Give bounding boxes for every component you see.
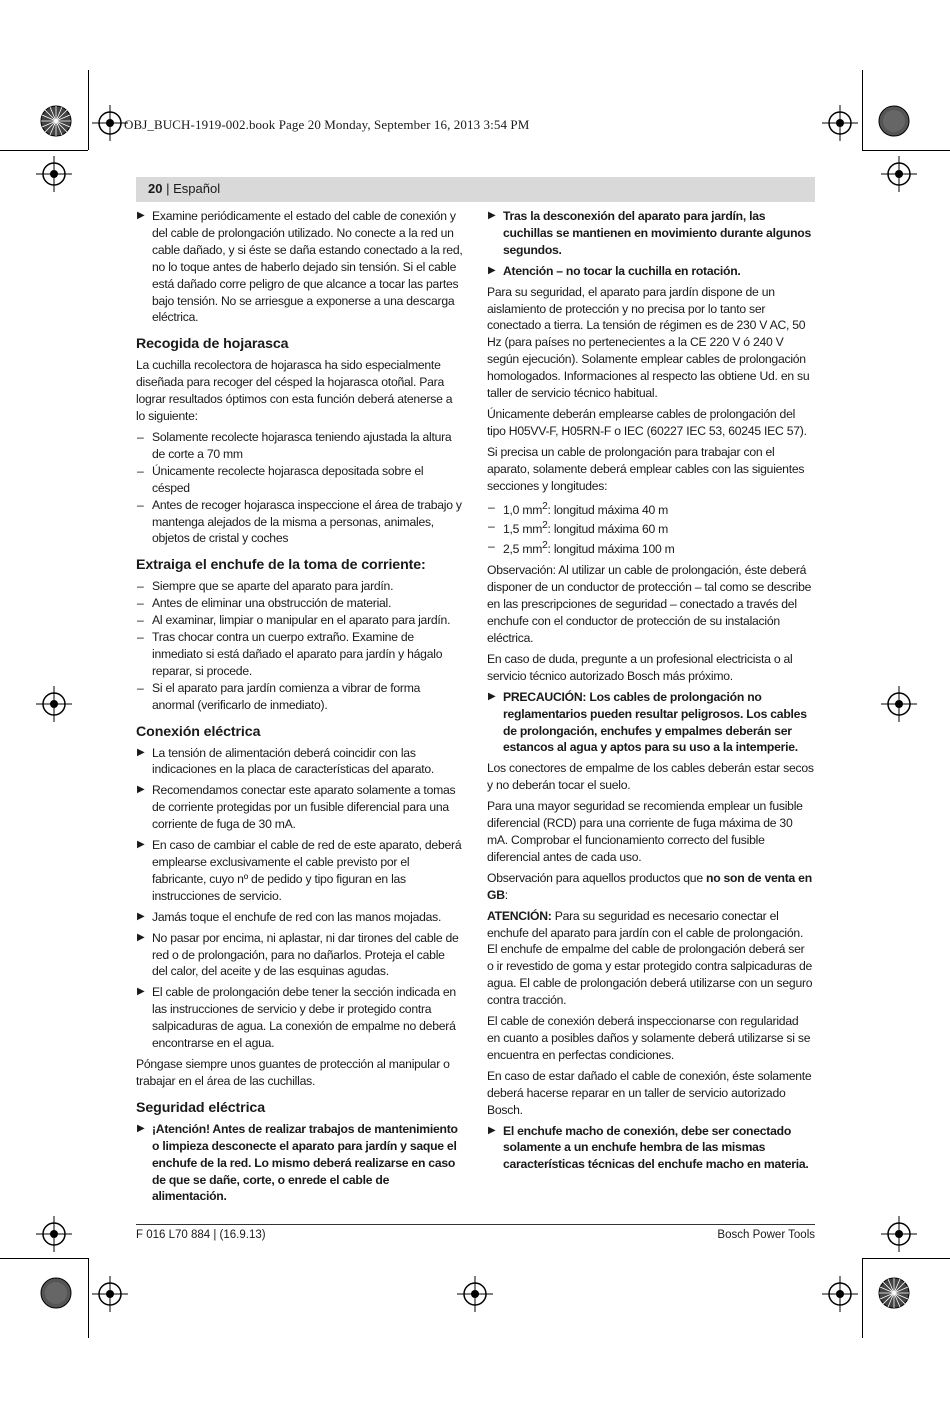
section-title: Español (173, 181, 221, 196)
crosshair-mark-icon (822, 1276, 858, 1312)
dash-glyph: – (137, 463, 144, 478)
bullet-triangle-icon: ▶ (137, 1122, 145, 1134)
section-length: : longitud máxima 60 m (547, 522, 669, 537)
crosshair-mark-icon (92, 105, 128, 141)
crosshair-mark-icon (881, 156, 917, 192)
dash-text: Antes de recoger hojarasca inspeccione el área de trabajo y mantenga alejados de la misma a personas, animales, objetos de cristal y coches (152, 497, 462, 546)
superscript: 2 (542, 540, 548, 552)
page-footer (136, 1224, 815, 1241)
bullet-item (136, 930, 463, 981)
bullet-triangle-icon: ▶ (488, 690, 496, 702)
bullet-text: El enchufe macho de conexión, debe ser conectado solamente a un enchufe hembra de las mismas características técnicas del enchufe macho en materia. (503, 1123, 809, 1172)
paragraph: Si precisa un cable de prolongación para trabajar con el aparato, solamente deberá emplear cables con las siguientes secciones y longitudes: (487, 444, 805, 493)
leaves-list (136, 429, 463, 547)
section-length: : longitud máxima 100 m (547, 542, 675, 557)
dash-glyph: – (488, 539, 495, 554)
right-column (487, 208, 814, 1177)
bullet-text: Jamás toque el enchufe de red con las manos mojadas. (152, 909, 442, 924)
crosshair-mark-icon (822, 105, 858, 141)
paragraph: Para una mayor seguridad se recomienda emplear un fusible diferencial (RCD) para una corriente de fuga máxima de 30 mA. Comprobar el funcionamiento correcto del fusible diferencial antes de cada uso. (487, 799, 803, 864)
section-size: 1,0 mm (503, 502, 543, 517)
paragraph: En caso de estar dañado el cable de conexión, éste solamente deberá hacerse reparar en un taller de servicio autorizado Bosch. (487, 1068, 812, 1117)
bullet-triangle-icon: ▶ (488, 210, 496, 221)
dash-glyph: – (137, 613, 144, 628)
dash-glyph: – (137, 680, 144, 695)
cable-sections-list (487, 499, 814, 559)
crosshair-mark-icon (457, 1276, 493, 1312)
bullet-item-bold (487, 689, 814, 757)
footer-brand: Bosch Power Tools (717, 1229, 815, 1241)
text-run-bold: no son de venta en GB (487, 870, 812, 902)
crosshair-mark-icon (881, 1216, 917, 1252)
bullet-text: No pasar por encima, ni aplastar, ni dar tirones del cable de red o de prolongación, para no dañarlos. Proteja el cable del calor, del aceite y de las esquinas agudas. (152, 930, 459, 979)
paragraph (487, 908, 814, 1009)
dash-item (136, 629, 463, 680)
bullet-text: PRECAUCIÓN: Los cables de prolongación no reglamentarios pueden resultar peligrosos. Los cables de prolongación, enchufes y empalmes deberán ser estancos al agua y aptos para su uso a la intemperie. (503, 689, 807, 755)
dash-item (136, 429, 463, 463)
crop-line (0, 1258, 88, 1259)
dash-text: Si el aparato para jardín comienza a vibrar de forma anormal (verificarlo de inmediato). (152, 680, 421, 712)
dash-glyph: – (488, 499, 495, 514)
star-target-icon (40, 1277, 72, 1309)
dash-item (136, 497, 463, 548)
crosshair-mark-icon (92, 1276, 128, 1312)
bullet-triangle-icon: ▶ (488, 1124, 496, 1136)
crop-line (0, 150, 88, 151)
unplug-list (136, 578, 463, 713)
bullet-item (136, 984, 463, 1052)
text-run: Observación para aquellos productos que (487, 870, 706, 885)
bullet-triangle-icon: ▶ (137, 839, 145, 851)
page-header-bar (136, 177, 815, 202)
section-length: : longitud máxima 40 m (547, 502, 669, 517)
bullet-triangle-icon: ▶ (137, 910, 145, 922)
crop-line (862, 70, 863, 150)
paragraph: Únicamente deberán emplearse cables de prolongación del tipo H05VV-F, H05RN-F o IEC (60227 IEC 53, 60245 IEC 57). (487, 406, 807, 438)
crop-line (88, 1258, 89, 1338)
heading-leaves: Recogida de hojarasca (136, 336, 289, 353)
bullet-item-bold (136, 1121, 463, 1206)
bullet-triangle-icon: ▶ (137, 746, 145, 758)
bullet-text: Atención – no tocar la cuchilla en rotación. (503, 263, 741, 278)
dash-glyph: – (488, 519, 495, 534)
dash-glyph: – (137, 497, 144, 512)
crosshair-mark-icon (881, 686, 917, 722)
paragraph: Los conectores de empalme de los cables deberán estar secos y no deberán tocar el suelo. (487, 761, 814, 793)
paragraph: El cable de conexión deberá inspeccionarse con regularidad en cuanto a posibles daños y solamente deberá utilizarse si se encuentra en perfectas condiciones. (487, 1014, 811, 1062)
dash-text: Únicamente recolecte hojarasca depositada sobre el césped (152, 463, 424, 495)
dash-text: Al examinar, limpiar o manipular en el aparato para jardín. (152, 613, 451, 628)
paragraph (487, 870, 814, 904)
bullet-item-bold (487, 1123, 814, 1174)
heading-electrical-connection: Conexión eléctrica (136, 723, 261, 740)
dash-item (487, 538, 814, 558)
dash-item (136, 680, 463, 714)
bullet-item (136, 208, 463, 326)
crop-line (862, 1258, 950, 1259)
star-target-icon (878, 105, 910, 137)
section-size: 2,5 mm (503, 542, 543, 557)
book-slug-line: OBJ_BUCH-1919-002.book Page 20 Monday, September 16, 2013 3:54 PM (124, 117, 530, 132)
bullet-item (136, 745, 463, 779)
bullet-item-bold (487, 208, 814, 259)
dash-item (136, 463, 463, 497)
text-run: : (504, 887, 508, 902)
bullet-item (136, 837, 463, 905)
bullet-item (136, 782, 463, 833)
text-run: Para su seguridad es necesario conectar el enchufe del aparato para jardín con el cable de prolongación. El enchufe de empalme del cable de prolongación deberá ser o ir revestido de goma y estar protegido contra salpicaduras de agua. El cable de prolongación deberá utilizarse con un seguro contra tracción. (487, 908, 813, 1008)
heading-electrical-safety: Seguridad eléctrica (136, 1099, 265, 1116)
crop-line (88, 70, 89, 150)
bullet-item-bold (487, 263, 814, 280)
dash-glyph: – (137, 630, 144, 645)
bullet-triangle-icon: ▶ (137, 210, 145, 221)
star-target-icon (40, 105, 72, 137)
text-run-bold: ATENCIÓN: (487, 908, 552, 923)
bullet-text: Examine periódicamente el estado del cable de conexión y del cable de prolongación utilizado. No conecte a la red un cable dañado, y si éste se daña estando conectado a la red, no lo toque antes de haberlo dejado sin tensión. Si el cable está dañado corre peligro de que alcance a tocar las partes bajo tensión. No se arriesgue a exponerse a una descarga eléctrica. (152, 209, 463, 325)
dash-text: Siempre que se aparte del aparato para jardín. (152, 579, 394, 594)
bullet-text: El cable de prolongación debe tener la sección indicada en las instrucciones de servicio y debe ir protegido contra salpicaduras de agua. La conexión de empalme no deberá encontrarse en el agua. (152, 985, 456, 1051)
bullet-text: Tras la desconexión del aparato para jardín, las cuchillas se mantienen en movimiento durante algunos segundos. (503, 209, 812, 257)
dash-item (136, 612, 463, 629)
bullet-text: En caso de cambiar el cable de red de este aparato, deberá emplearse exclusivamente el cable previsto por el fabricante, cuyo nº de pedido y tipo figuran en las instrucciones de servicio. (152, 838, 462, 903)
dash-glyph: – (137, 429, 144, 444)
bullet-text: Recomendamos conectar este aparato solamente a tomas de corriente protegidas por un fusible diferencial para una corriente de fuga de 30 mA. (152, 783, 456, 832)
bullet-triangle-icon: ▶ (137, 986, 145, 998)
bullet-text: La tensión de alimentación deberá coincidir con las indicaciones en la placa de características del aparato. (152, 745, 435, 777)
dash-item (136, 578, 463, 595)
dash-glyph: – (137, 596, 144, 611)
superscript: 2 (542, 520, 548, 532)
bullet-triangle-icon: ▶ (488, 264, 496, 276)
crosshair-mark-icon (36, 686, 72, 722)
page-header (148, 181, 220, 196)
bullet-triangle-icon: ▶ (137, 784, 145, 796)
bullet-triangle-icon: ▶ (137, 931, 145, 943)
dash-item (487, 499, 814, 519)
page-number: 20 (148, 181, 163, 196)
dash-text: Solamente recolecte hojarasca teniendo ajustada la altura de corte a 70 mm (152, 429, 452, 461)
dash-glyph: – (137, 579, 144, 594)
paragraph: En caso de duda, pregunte a un profesional electricista o al servicio técnico autorizado Bosch más próximo. (487, 651, 793, 683)
crop-line (862, 1258, 863, 1338)
crop-line (862, 150, 950, 151)
bullet-item (136, 909, 463, 926)
crosshair-mark-icon (36, 1216, 72, 1252)
crosshair-mark-icon (36, 156, 72, 192)
paragraph: Póngase siempre unos guantes de protección al manipular o trabajar en el área de las cuchillas. (136, 1056, 450, 1088)
left-column (136, 208, 463, 1209)
dash-text: Tras chocar contra un cuerpo extraño. Examine de inmediato si está dañado el aparato para jardín y hágalo reparar, si procede. (152, 630, 443, 678)
dash-text: Antes de eliminar una obstrucción de material. (152, 596, 392, 611)
paragraph: Observación: Al utilizar un cable de prolongación, éste deberá disponer de un conductor de protección – tal como se describe en las prescripciones de seguridad – conectado a través del enchufe con el conductor de protección de su instalación eléctrica. (487, 563, 812, 646)
heading-unplug: Extraiga el enchufe de la toma de corriente: (136, 557, 426, 574)
dash-item (136, 595, 463, 612)
section-size: 1,5 mm (503, 522, 543, 537)
header-separator: | (166, 181, 170, 196)
superscript: 2 (542, 500, 548, 512)
paragraph: La cuchilla recolectora de hojarasca ha sido especialmente diseñada para recoger del césped la hojarasca otoñal. Para lograr resultados óptimos con esta función deberá atenerse a lo siguiente: (136, 358, 453, 424)
paragraph: Para su seguridad, el aparato para jardín dispone de un aislamiento de protección y no precisa por lo tanto ser conectado a tierra. La tensión de régimen es de 230 V AC, 50 Hz (para países no pertenecientes a la CE 220 V ó 240 V según ejecución). Solamente emplear cables de prolongación homologados. Informaciones al respecto las obtiene Ud. en su taller de servicio técnico habitual. (487, 284, 810, 401)
dash-item (487, 518, 814, 538)
footer-doc-number: F 016 L70 884 | (16.9.13) (136, 1229, 266, 1241)
bullet-text: ¡Atención! Antes de realizar trabajos de mantenimiento o limpieza desconecte el aparato para jardín y saque el enchufe de la red. Lo mismo deberá realizarse en caso de que se dañe, corte, o enrede el cable de alimentación. (152, 1121, 458, 1204)
star-target-icon (878, 1277, 910, 1309)
